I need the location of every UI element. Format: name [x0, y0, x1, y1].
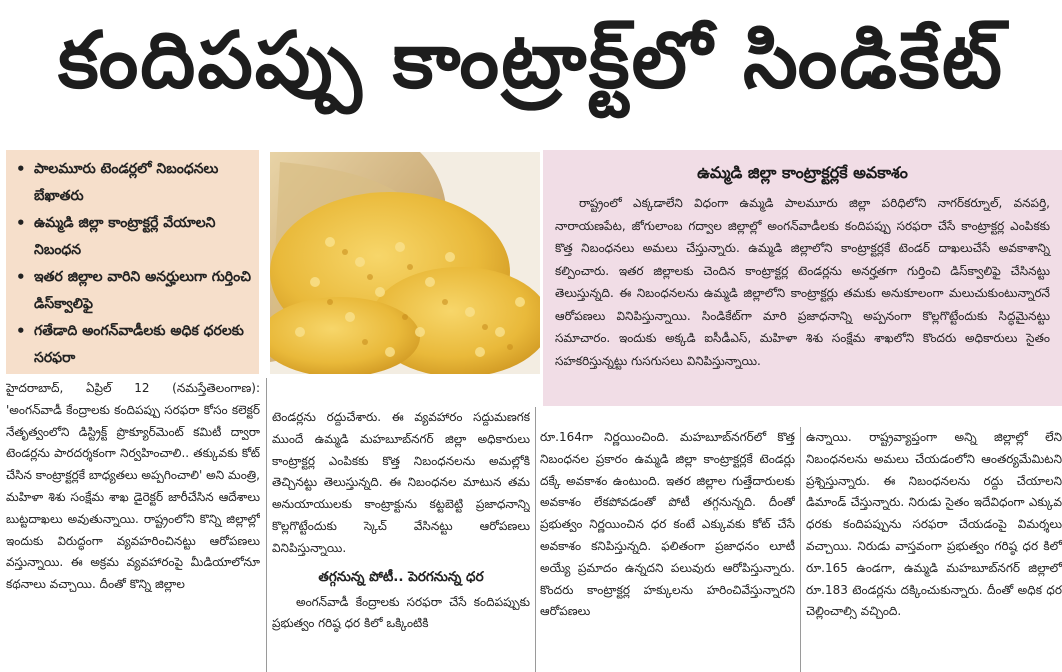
highlights-box [6, 150, 259, 374]
bullet-icon: • [16, 322, 26, 340]
highlight-item [16, 318, 251, 372]
sidebar-body: రాష్ట్రంలో ఎక్కడాలేని విధంగా ఉమ్మడి పాలమూరు జిల్లా పరిధిలోని నాగర్‌కర్నూల్, వనపర్తి, నారాయణపేట, జోగులాంబ గద్వాల జిల్లాల్లో అంగన్‌వాడీలకు కందిపప్పు సరఫరా చేసే కాంట్రాక్టర్ల ఎంపికకు కొత్త నిబంధనలు అమలు చేస్తున్నారు. ఉమ్మడి జిల్లాలోని కాంట్రాక్టర్లకే టెండర్ దాఖలుచేసే అవకాశాన్ని కల్పించారు. ఇతర జిల్లాలకు చెందిన కాంట్రాక్టర్ల టెండర్లను అనర్హతగా గుర్తించి డిస్‌క్వాలిఫై చేసినట్టు తెలుస్తున్నది. ఈ నిబంధనలను ఉమ్మడి జిల్లాలోని కాంట్రాక్టర్లు తమకు అనుకూలంగా మలుచుకుంటున్నారనే ఆరోపణలు వినిపిస్తున్నాయి. సిండికేట్‌గా మారి ప్రజాధనాన్ని అప్పనంగా కొల్లగొట్టేందుకు సిద్ధమైనట్టు సమాచారం. ఇందుకు అక్కడి ఐసీడీఎస్, మహిళా శిశు సంక్షేమ శాఖలోని కొందరు అధికారులు సైతం సహకరిస్తున్నట్టు గుసగుసలు వినిపిస్తున్నాయి. [555, 196, 1050, 368]
column-divider [535, 407, 536, 672]
article-column-4: ఉన్నాయి. రాష్ట్రవ్యాప్తంగా అన్ని జిల్లాల్లో లేని నిబంధనలను అమలు చేయడంలోని ఆంతర్యమేమిటని ప్రశ్నిస్తున్నారు. ఈ నిబంధనలను రద్దు చేయాలని డిమాండ్ చేస్తున్నారు. నిరుడు సైతం ఇదేవిధంగా ఎక్కువ ధరకు కందిపప్పును సరఫరా చేయడంపై విమర్శలు వచ్చాయి. నిరుడు వాస్తవంగా ప్రభుత్వం గరిష్ఠ ధర కిలో రూ.165 ఉండగా, ఉమ్మడి మహబూబ్‌నగర్ జిల్లాలో రూ.183 టెండర్లను దక్కించుకున్నారు. దీంతో అధిక ధర చెల్లించాల్సి వచ్చింది. [806, 430, 1062, 619]
bullet-icon: • [16, 268, 26, 286]
article-column-2 [272, 407, 530, 672]
article-column-1: హైదరాబాద్, ఏప్రిల్ 12 (నమస్తేతెలంగాణ): 'అంగన్‌వాడీ కేంద్రాలకు కందిపప్పు సరఫరా కోసం కలెక్టర్ నేతృత్వంలోని డిస్ట్రిక్ట్ ప్రొక్యూర్‌మెంట్ కమిటీ ద్వారా టెండర్లను పారదర్శకంగా నిర్వహించాలి.. తక్కువకు కోట్ చేసిన కాంట్రాక్టర్లకే బాధ్యతలు అప్పగించాలి' అని మంత్రి, మహిళా శిశు సంక్షేమ శాఖ డైరెక్టర్ జారీచేసిన ఆదేశాలు బుట్టదాఖలు అవుతున్నాయి. రాష్ట్రంలోని కొన్ని జిల్లాల్లో ఇందుకు విరుద్ధంగా వ్యవహరించినట్టు ఆరోపణలు వస్తున్నాయి. ఈ అక్రమ వ్యవహారంపై మీడియాలోనూ కథనాలు వచ్చాయి. దీంతో కొన్ని జిల్లాల [6, 381, 260, 592]
bullet-icon: • [16, 214, 26, 232]
article-column-2-text-b: అంగన్‌వాడీ కేంద్రాలకు సరఫరా చేసే కందిపప్పుకు ప్రభుత్వం గరిష్ఠ ధర కిలో ఒక్కింటికి [272, 594, 530, 631]
highlight-text: పాలమూరు టెండర్లలో నిబంధనలు బేఖాతరు [34, 161, 219, 204]
article-subhead: తగ్గనున్న పోటీ.. పెరగనున్న ధర [318, 568, 484, 585]
headline: కందిపప్పు కాంట్రాక్ట్‌లో సిండికేట్ [57, 15, 1004, 106]
column-divider [266, 378, 267, 672]
highlight-item [16, 264, 251, 318]
sidebar-title: ఉమ్మడి జిల్లా కాంట్రాక్టర్లకే అవకాశం [697, 163, 908, 182]
highlight-item [16, 210, 251, 264]
lentils-photo-graphic [270, 152, 540, 374]
highlight-text: ఇతర జిల్లాల వారిని అనర్హులుగా గుర్తించి డిస్‌క్వాలిఫై [34, 269, 251, 312]
article-column-3: రూ.164గా నిర్ణయించింది. మహబూబ్‌నగర్‌లో కొత్త నిబంధనల ప్రకారం ఉమ్మడి జిల్లా కాంట్రాక్టర్లకే టెండర్లు దక్కే అవకాశం ఉంటుంది. ఇతర జిల్లాల గుత్తేదారులకు అవకాశం లేకపోవడంతో పోటీ తగ్గనున్నది. దీంతో ప్రభుత్వం నిర్ణయించిన ధర కంటే ఎక్కువకు కోట్ చేసే అవకాశం కనిపిస్తున్నది. ఫలితంగా ప్రజాధనం లూటీ అయ్యే ప్రమాదం ఉన్నదని పలువురు ఆరోపిస్తున్నారు. కొందరు కాంట్రాక్టర్ల హక్కులను హరించివేస్తున్నారని ఆరోపణలు [540, 430, 795, 619]
sidebar-box [543, 150, 1062, 406]
column-divider [800, 427, 801, 672]
lentils-photo [270, 152, 540, 374]
bullet-icon: • [16, 160, 26, 178]
highlight-text: ఉమ్మడి జిల్లా కాంట్రాక్టర్లే వేయాలని నిబంధన [34, 215, 216, 258]
highlight-item [16, 156, 251, 210]
highlight-text: గతేడాది అంగన్‌వాడీలకు అధిక ధరలకు సరఫరా [34, 323, 244, 366]
article-column-2-text-a: టెండర్లను రద్దుచేశారు. ఈ వ్యవహారం సద్దుమణగక ముందే ఉమ్మడి మహబూబ్‌నగర్ జిల్లా అధికారులు కాంట్రాక్టర్ల ఎంపికకు కొత్త నిబంధనలను అమల్లోకి తెచ్చినట్టు తెలుస్తున్నది. ఈ నిబంధనల మాటున తమ అనుయాయులకు కాంట్రాక్టును కట్టబెట్టి ప్రజాధనాన్ని కొల్లగొట్టేందుకు స్కెచ్ వేసినట్టు ఆరోపణలు వినిపిస్తున్నాయి. [272, 410, 530, 555]
